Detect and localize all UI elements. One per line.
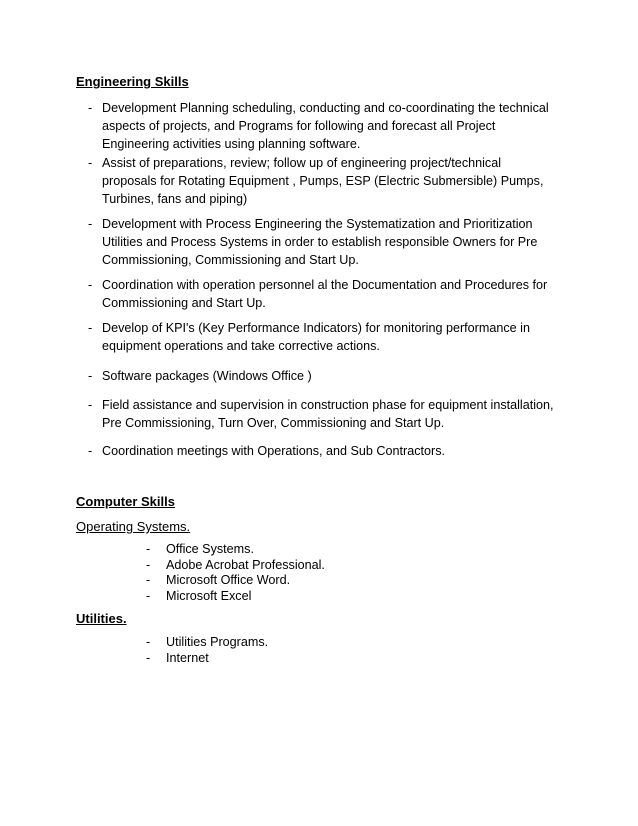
list-item-text: Development with Process Engineering the Systematization and Prioritization Utilities and Process Systems in order to establish responsible Owners for Pre Commissioning, Commissioning and Start Up. [102, 217, 538, 267]
bullet-dash: - [146, 588, 151, 603]
list-item-text: Develop of KPI's (Key Performance Indicators) for monitoring performance in equipment operations and take corrective actions. [102, 321, 530, 353]
list-item [146, 573, 325, 589]
list-item [146, 589, 325, 605]
bullet-dash: - [146, 573, 151, 587]
computer-skills-heading: Computer Skills [76, 494, 175, 509]
list-item-text: Coordination meetings with Operations, and Sub Contractors. [102, 444, 446, 458]
utilities-list [146, 635, 268, 666]
list-item [146, 542, 325, 558]
list-item-text: Office Systems. [166, 542, 254, 556]
bullet-dash: - [88, 156, 93, 170]
list-item-text: Adobe Acrobat Professional. [166, 557, 325, 572]
list-item [88, 276, 558, 312]
list-item [146, 558, 325, 574]
list-item-text: Software packages (Windows Office ) [102, 369, 312, 383]
list-item-text: Coordination with operation personnel al the Documentation and Procedures for Commissioning and Start Up. [102, 278, 548, 310]
list-item [88, 442, 558, 460]
bullet-dash: - [146, 650, 151, 665]
bullet-dash: - [88, 444, 93, 458]
bullet-dash: - [146, 635, 151, 649]
bullet-dash: - [88, 321, 93, 335]
list-item-text: Microsoft Excel [166, 588, 252, 603]
list-item [88, 396, 558, 432]
list-item [88, 319, 558, 355]
list-item-text: Microsoft Office Word. [166, 573, 291, 587]
list-item [88, 99, 558, 153]
list-item [146, 635, 268, 651]
list-item-text: Internet [166, 650, 209, 665]
bullet-dash: - [146, 542, 151, 556]
list-item [88, 367, 558, 385]
utilities-heading: Utilities. [76, 611, 127, 626]
list-item [146, 651, 268, 667]
bullet-dash: - [88, 101, 93, 115]
bullet-dash: - [88, 278, 93, 292]
list-item-text: Assist of preparations, review; follow up of engineering project/technical proposals for Rotating Equipment , Pumps, ESP (Electric Submersible) Pumps, Turbines, fans and piping) [102, 156, 544, 206]
list-item-text: Utilities Programs. [166, 635, 269, 649]
list-item [88, 215, 558, 269]
bullet-dash: - [88, 398, 93, 412]
operating-systems-heading: Operating Systems. [76, 519, 191, 534]
list-item [88, 154, 558, 208]
operating-systems-list [146, 542, 325, 604]
bullet-dash: - [146, 557, 151, 572]
engineering-skills-heading: Engineering Skills [76, 74, 189, 89]
bullet-dash: - [88, 217, 93, 231]
bullet-dash: - [88, 369, 93, 383]
list-item-text: Development Planning scheduling, conducting and co-coordinating the technical aspects of projects, and Programs for following and forecast all Project Engineering activities using planning software. [102, 101, 549, 151]
list-item-text: Field assistance and supervision in construction phase for equipment installation, Pre Commissioning, Turn Over, Commissioning and Start Up. [102, 398, 554, 430]
